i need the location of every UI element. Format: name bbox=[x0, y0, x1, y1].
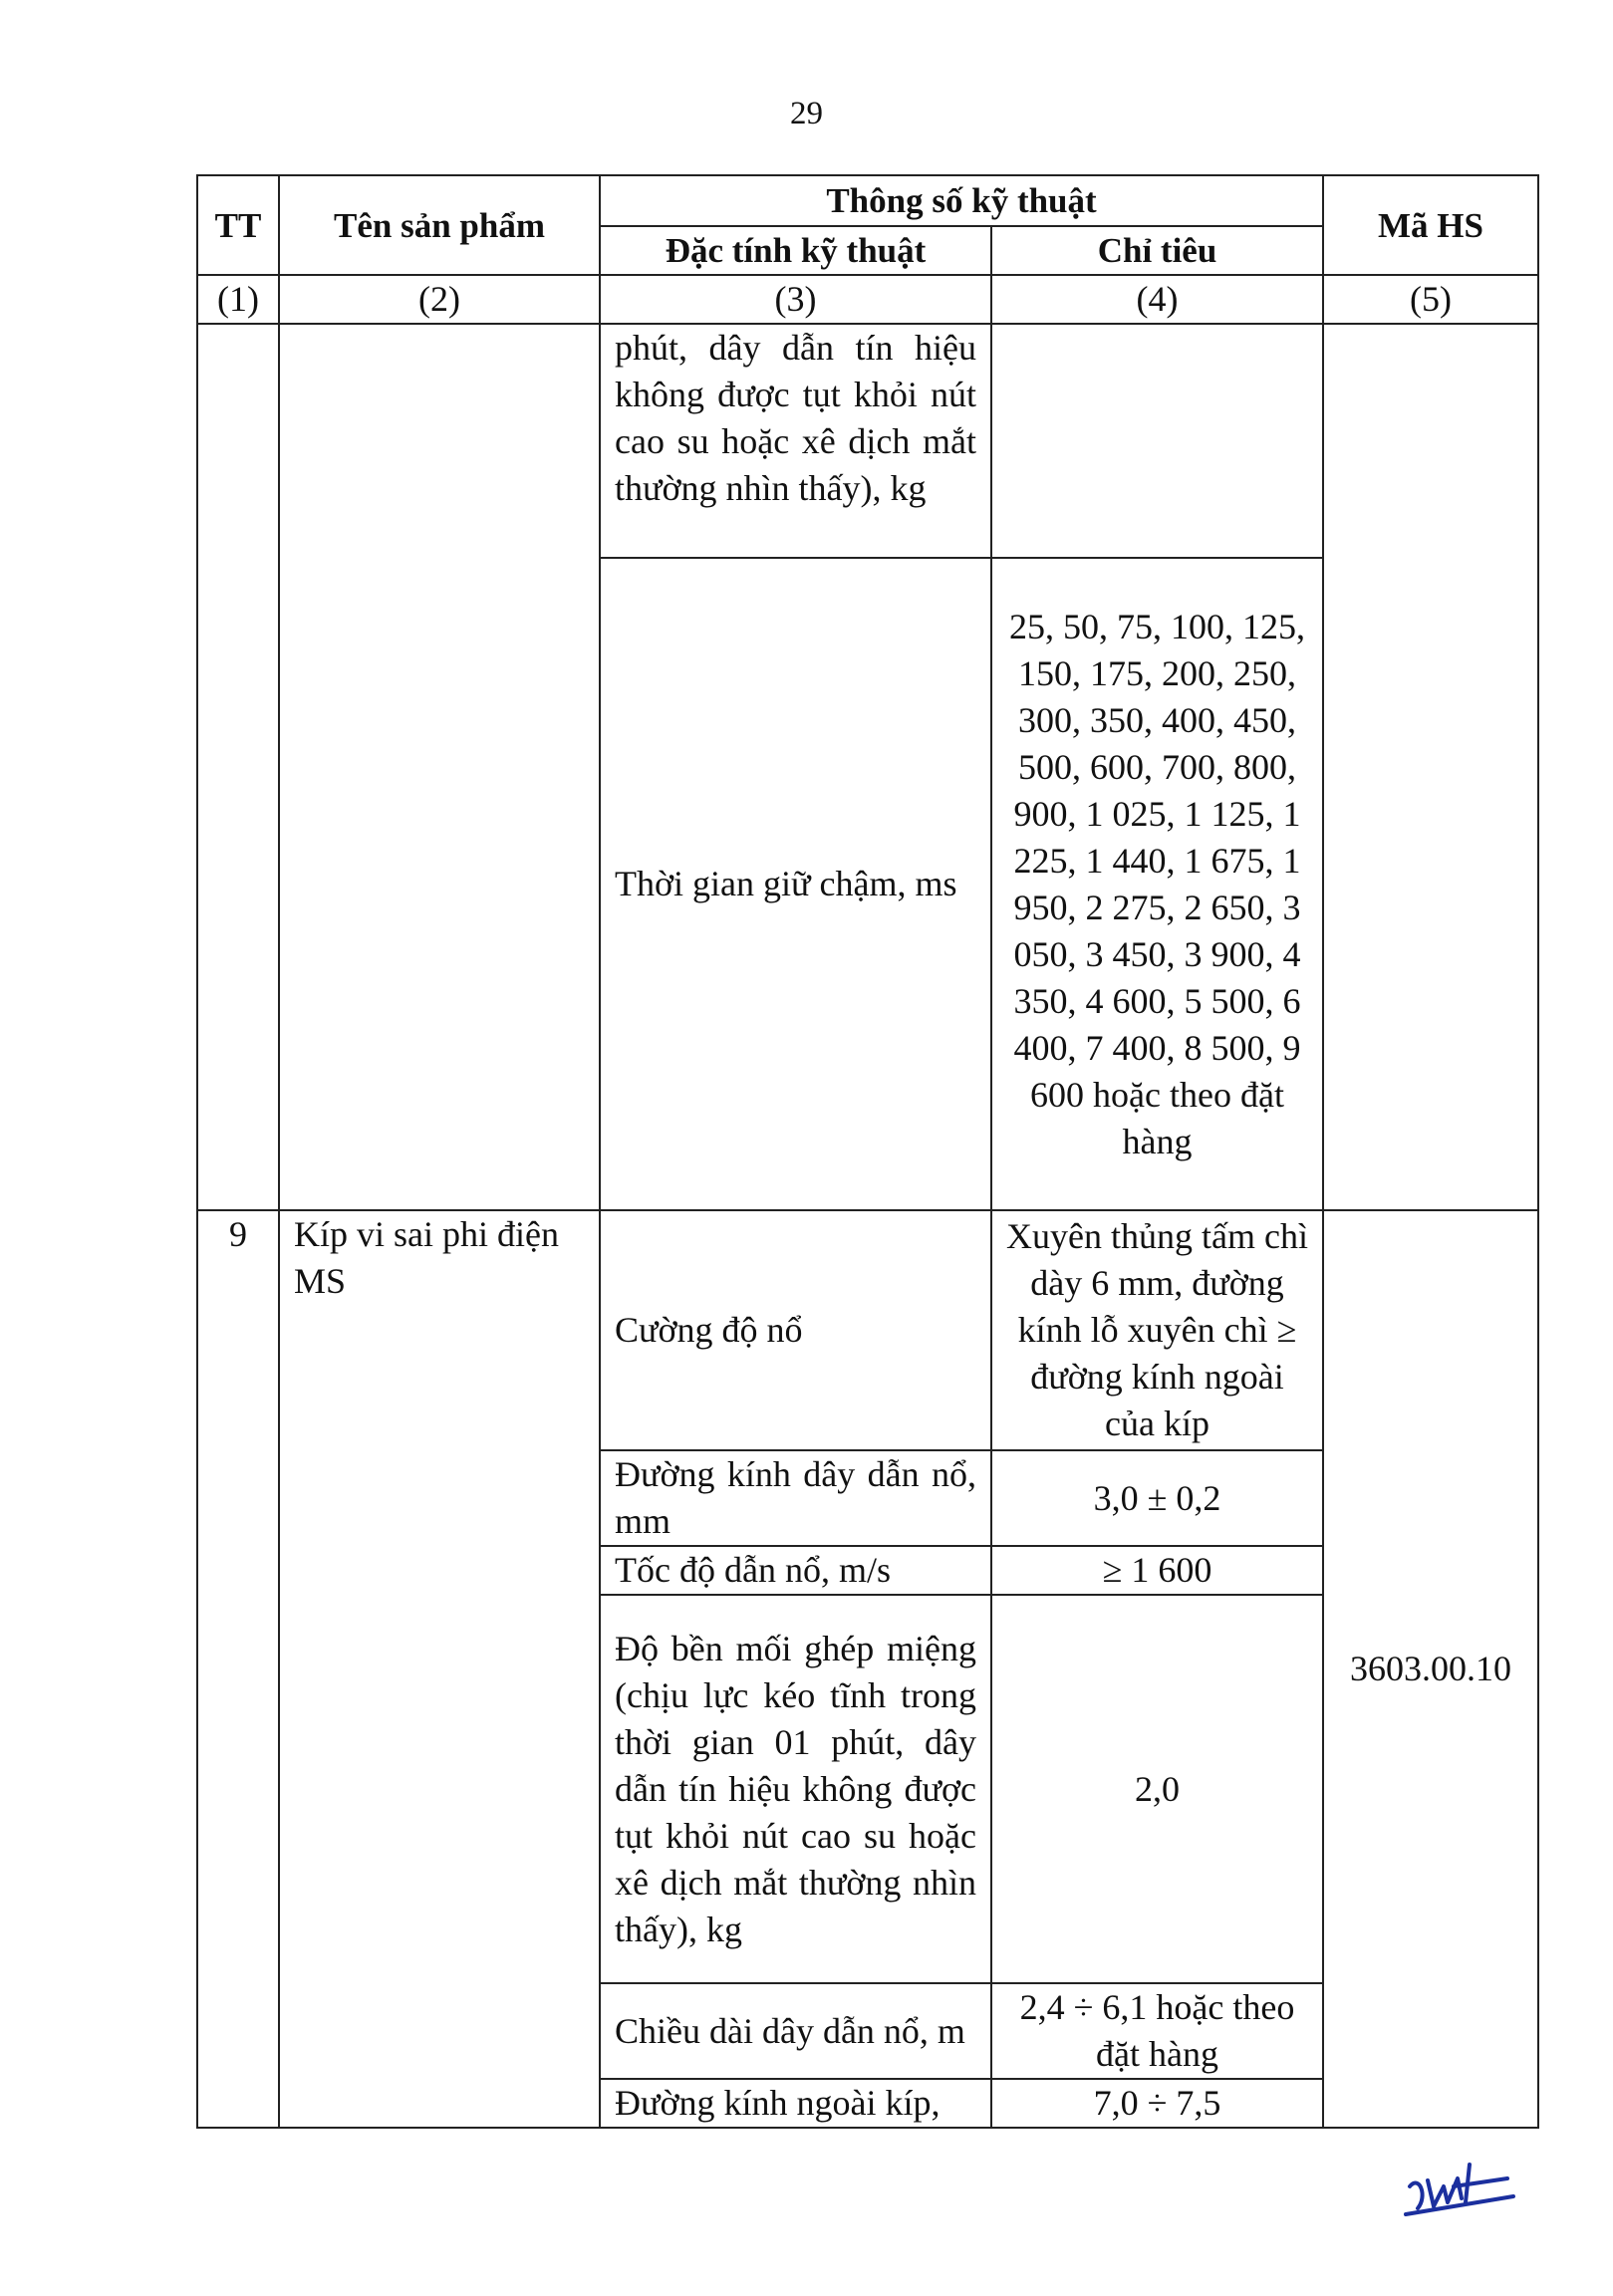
characteristic-cell: Độ bền mối ghép miệng (chịu lực kéo tĩnh trong thời gian 01 phút, dây dẫn tín hiệu không được tụt khỏi nút cao su hoặc xê dịch mắt thường nhìn thấy), kg bbox=[600, 1595, 991, 1983]
indicator-cell: 25, 50, 75, 100, 125, 150, 175, 200, 250, 300, 350, 400, 450, 500, 600, 700, 800, 900, 1 025, 1 125, 1 225, 1 440, 1 675, 1 950, 2 275, 2 650, 3 050, 3 450, 3 900, 4 350, 4 600, 5 500, 6 400, 7 400, 8 500, 9 600 hoặc theo đặt hàng bbox=[991, 558, 1323, 1210]
indicator-cell: 3,0 ± 0,2 bbox=[991, 1450, 1323, 1546]
characteristic-cell: Thời gian giữ chậm, ms bbox=[600, 558, 991, 1210]
column-index-cell: (5) bbox=[1323, 275, 1538, 324]
characteristic-cell: Chiều dài dây dẫn nổ, m bbox=[600, 1983, 991, 2079]
indicator-cell: 7,0 ÷ 7,5 bbox=[991, 2079, 1323, 2128]
characteristic-cell: Tốc độ dẫn nổ, m/s bbox=[600, 1546, 991, 1595]
table-row bbox=[197, 324, 1538, 558]
header-hs-code: Mã HS bbox=[1323, 175, 1538, 275]
hs-code-cell: 3603.00.10 bbox=[1323, 1210, 1538, 2128]
indicator-cell: 2,0 bbox=[991, 1595, 1323, 1983]
table-row bbox=[197, 1210, 1538, 1450]
header-tech-specs: Thông số kỹ thuật bbox=[600, 175, 1323, 226]
product-name-cell: Kíp vi sai phi điện MS bbox=[279, 1210, 600, 2128]
characteristic-cell: Đường kính ngoài kíp, bbox=[600, 2079, 991, 2128]
tt-cell: 9 bbox=[197, 1210, 279, 2128]
indicator-cell: Xuyên thủng tấm chì dày 6 mm, đường kính lỗ xuyên chì ≥ đường kính ngoài của kíp bbox=[991, 1210, 1323, 1450]
indicator-cell: 2,4 ÷ 6,1 hoặc theo đặt hàng bbox=[991, 1983, 1323, 2079]
header-tt: TT bbox=[197, 175, 279, 275]
header-indicator: Chỉ tiêu bbox=[991, 226, 1323, 275]
handwritten-initials-signature-icon bbox=[1400, 2157, 1519, 2231]
column-index-row bbox=[197, 275, 1538, 324]
characteristic-cell: Cường độ nổ bbox=[600, 1210, 991, 1450]
column-index-cell: (3) bbox=[600, 275, 991, 324]
characteristic-cell: Đường kính dây dẫn nổ, mm bbox=[600, 1450, 991, 1546]
column-index-cell: (1) bbox=[197, 275, 279, 324]
hs-code-cell-empty bbox=[1323, 324, 1538, 1210]
tt-cell-empty bbox=[197, 324, 279, 1210]
column-index-cell: (2) bbox=[279, 275, 600, 324]
indicator-cell bbox=[991, 324, 1323, 558]
indicator-cell: ≥ 1 600 bbox=[991, 1546, 1323, 1595]
characteristic-cell: phút, dây dẫn tín hiệu không được tụt khỏi nút cao su hoặc xê dịch mắt thường nhìn thấy), kg bbox=[600, 324, 991, 558]
technical-spec-table bbox=[196, 174, 1539, 2129]
header-product-name: Tên sản phẩm bbox=[279, 175, 600, 275]
page-number: 29 bbox=[790, 96, 823, 131]
column-index-cell: (4) bbox=[991, 275, 1323, 324]
header-tech-characteristic: Đặc tính kỹ thuật bbox=[600, 226, 991, 275]
product-name-cell-empty bbox=[279, 324, 600, 1210]
